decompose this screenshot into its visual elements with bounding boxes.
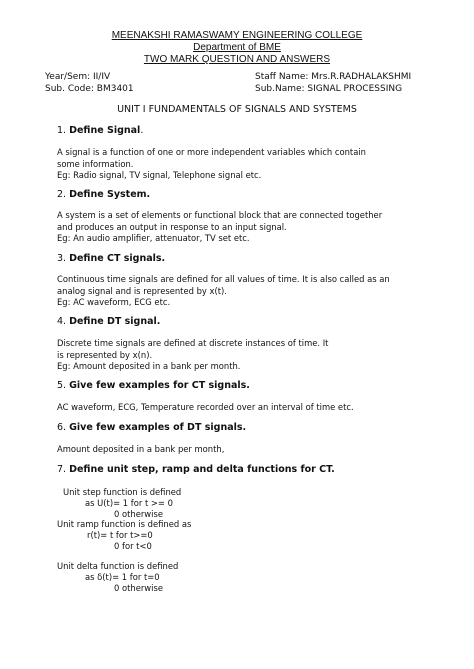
step-line-1: as U(t)= 1 for t >= 0 xyxy=(85,498,173,508)
question-6 xyxy=(57,422,246,434)
question-number: 2. xyxy=(57,189,70,200)
question-text: Define unit step, ramp and delta functions for CT. xyxy=(69,464,335,475)
answer-line: A signal is a function of one or more independent variables which contain xyxy=(57,147,366,157)
delta-line-2: 0 otherwise xyxy=(114,583,163,593)
answer-6 xyxy=(57,444,427,456)
answer-2 xyxy=(57,210,427,245)
college-name: MEENAKSHI RAMASWAMY ENGINEERING COLLEGE xyxy=(111,30,363,41)
document-title: TWO MARK QUESTION AND ANSWERS xyxy=(143,54,331,65)
step-intro: Unit step function is defined xyxy=(63,487,182,497)
answer-5 xyxy=(57,402,427,414)
answer-line: is represented by x(n). xyxy=(57,349,153,360)
answer-line: and produces an output in response to an input signal. xyxy=(57,221,287,232)
question-text: Give few examples for CT signals. xyxy=(69,380,250,391)
answer-4 xyxy=(57,338,427,373)
answer-line: Eg: Radio signal, TV signal, Telephone signal etc. xyxy=(57,170,262,180)
answer-line: Eg: AC waveform, ECG etc. xyxy=(57,297,171,307)
question-number: 4. xyxy=(57,316,70,327)
answer-line: Eg: An audio amplifier, attenuator, TV set etc. xyxy=(57,233,250,243)
question-number: 1. xyxy=(57,125,70,136)
answer-line: AC waveform, ECG, Temperature recorded over an interval of time etc. xyxy=(57,402,354,412)
ramp-intro: Unit ramp function is defined as xyxy=(57,519,192,529)
answer-3 xyxy=(57,274,427,309)
ramp-line-1: r(t)= t for t>=0 xyxy=(87,530,153,540)
question-3 xyxy=(57,253,165,265)
question-text: Define CT signals. xyxy=(69,253,166,264)
question-number: 6. xyxy=(57,422,70,433)
answer-1 xyxy=(57,147,427,182)
question-suffix: . xyxy=(140,125,144,136)
staff-name: Staff Name: Mrs.R.RADHALAKSHMI xyxy=(255,72,412,82)
subject-code: Sub. Code: BM3401 xyxy=(45,84,134,94)
question-2 xyxy=(57,189,150,201)
question-1 xyxy=(57,125,143,137)
unit-title: UNIT I FUNDAMENTALS OF SIGNALS AND SYSTEMS xyxy=(117,104,357,115)
question-5 xyxy=(57,380,250,392)
answer-line: Discrete time signals are defined at discrete instances of time. It xyxy=(57,338,329,348)
subject-name: Sub.Name: SIGNAL PROCESSING xyxy=(255,84,403,94)
answer-line: Continuous time signals are defined for all values of time. It is also called as an xyxy=(57,274,390,284)
answer-line: some information. xyxy=(57,158,134,169)
question-text: Define System. xyxy=(69,189,151,200)
question-number: 5. xyxy=(57,380,70,391)
delta-intro: Unit delta function is defined xyxy=(57,561,179,571)
question-number: 7. xyxy=(57,464,70,475)
answer-line: analog signal and is represented by x(t). xyxy=(57,285,227,296)
question-number: 3. xyxy=(57,253,70,264)
year-sem: Year/Sem: II/IV xyxy=(45,72,111,82)
question-text: Define Signal xyxy=(69,125,141,136)
delta-line-1: as δ(t)= 1 for t=0 xyxy=(85,572,160,582)
step-line-2: 0 otherwise xyxy=(114,509,163,519)
question-4 xyxy=(57,316,160,328)
question-text: Give few examples of DT signals. xyxy=(69,422,247,433)
question-7 xyxy=(57,464,335,476)
ramp-line-2: 0 for t<0 xyxy=(114,541,152,551)
answer-line: A system is a set of elements or functional block that are connected together xyxy=(57,210,383,220)
answer-line: Amount deposited in a bank per month, xyxy=(57,444,225,454)
question-text: Define DT signal. xyxy=(69,316,161,327)
department-name: Department of BME xyxy=(193,42,281,53)
answer-line: Eg: Amount deposited in a bank per month. xyxy=(57,361,241,371)
